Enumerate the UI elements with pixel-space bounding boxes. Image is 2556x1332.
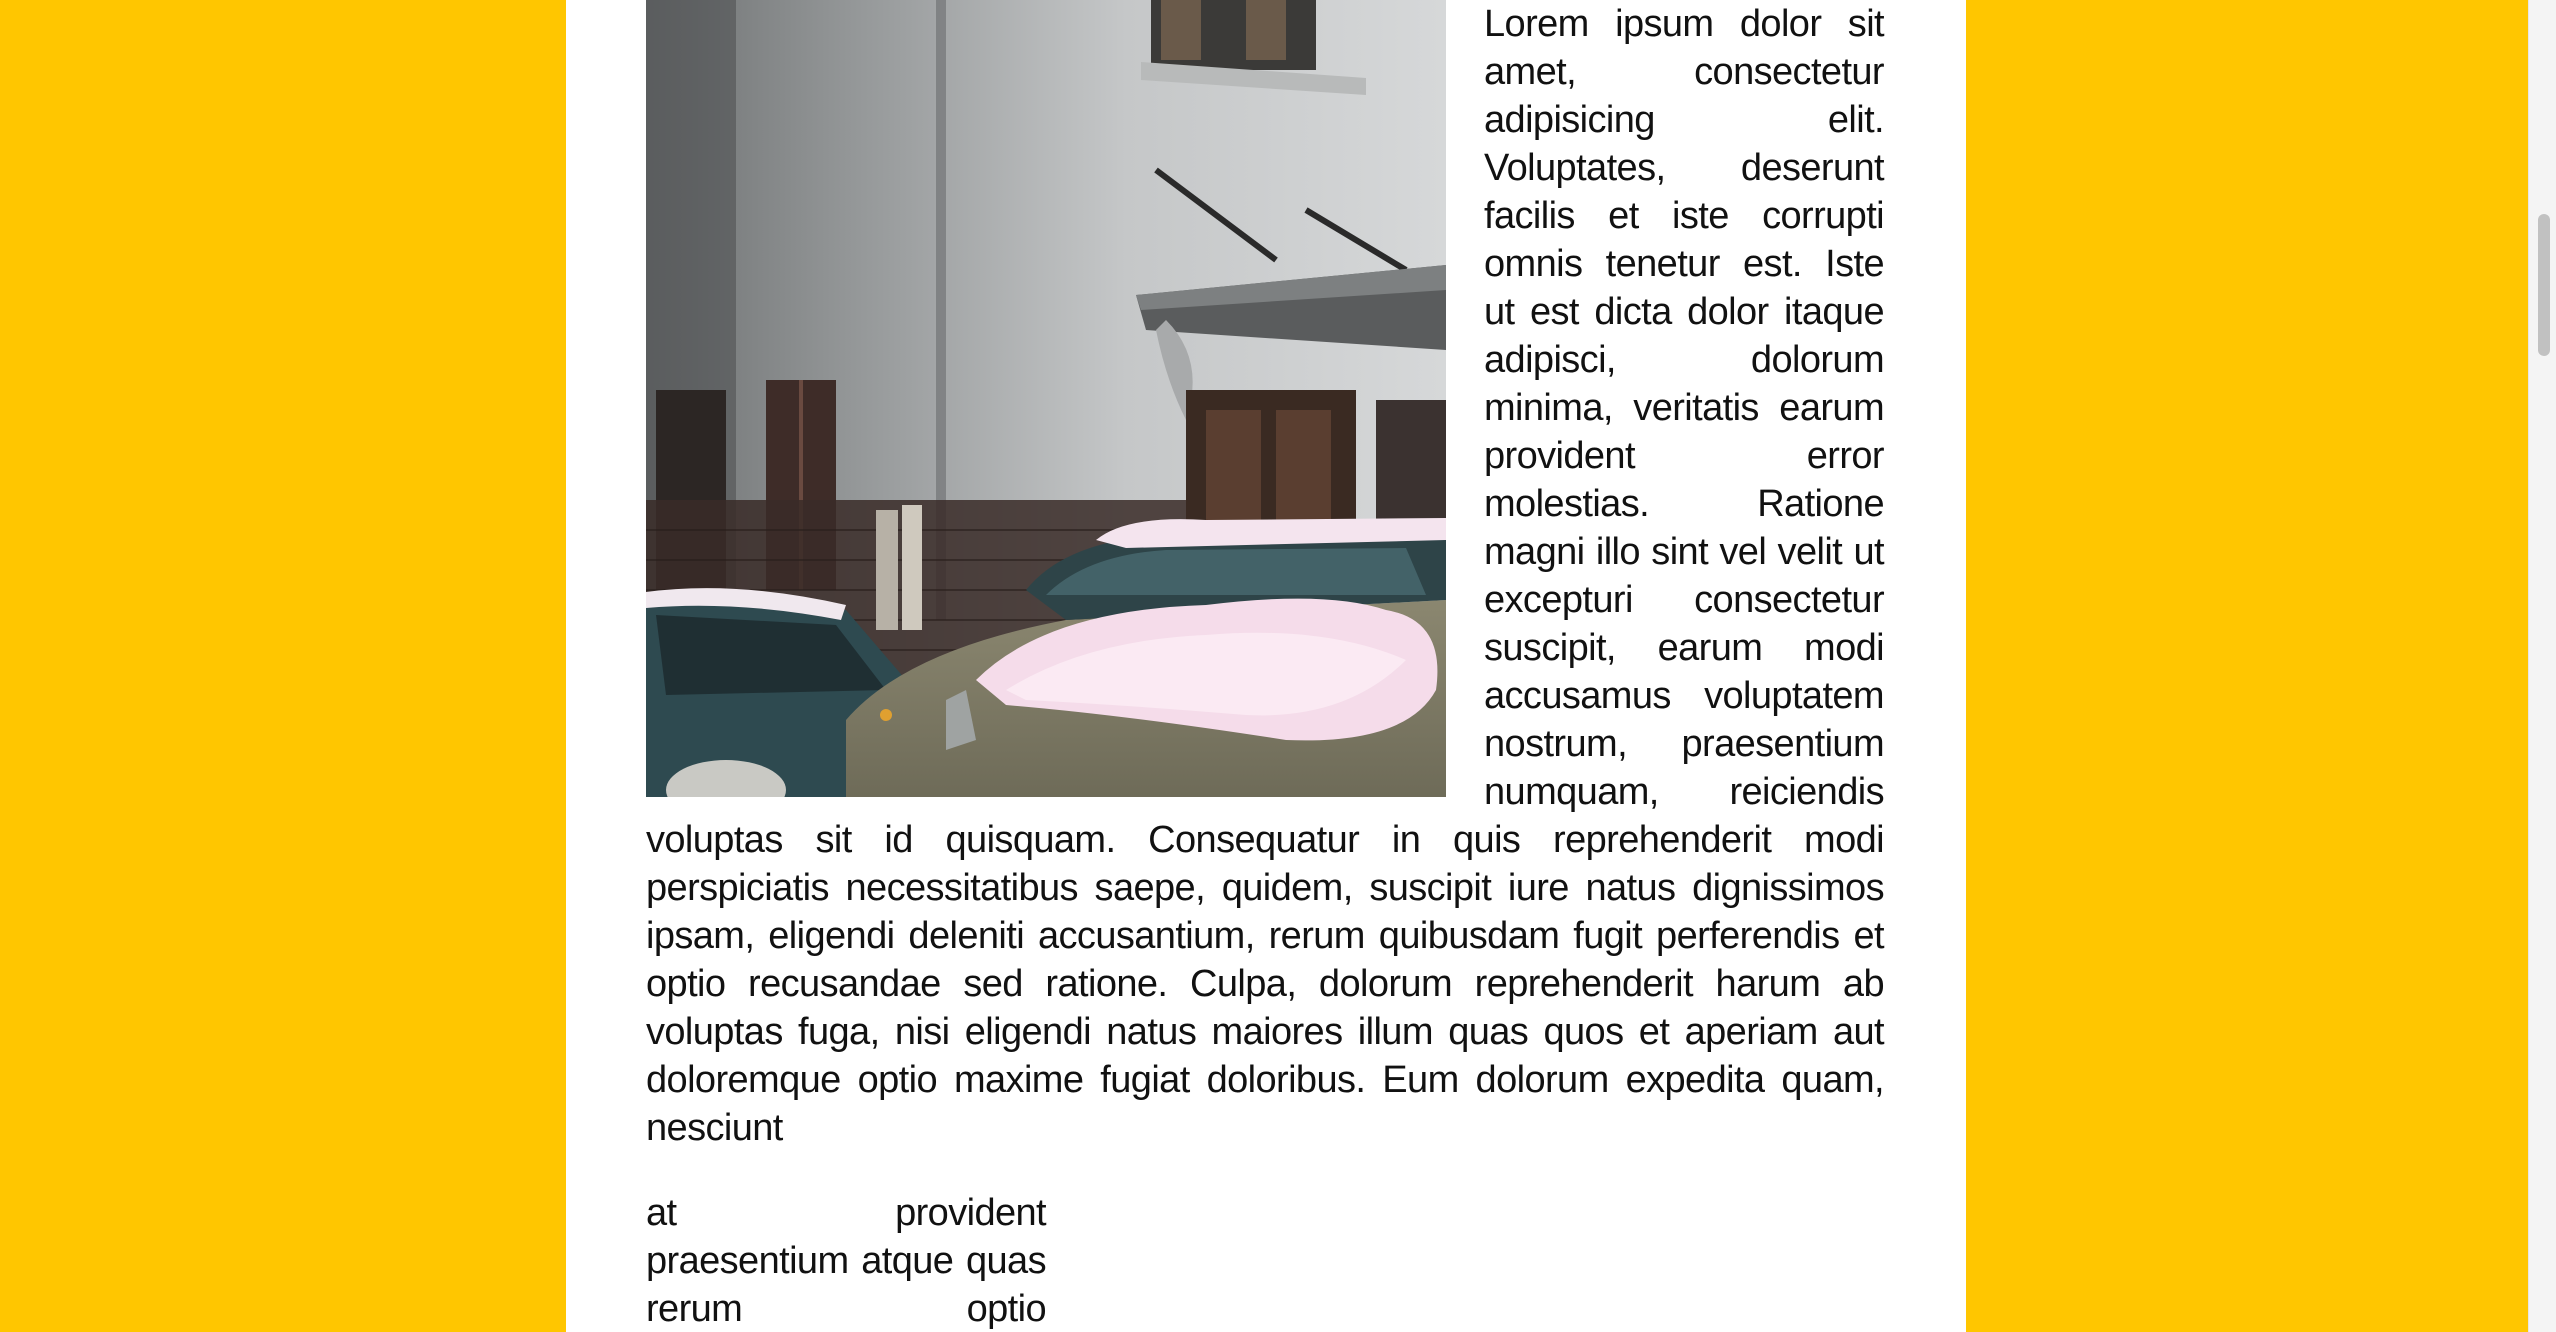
article-paragraph-2: at provident praesentium atque quas rerum optio xyxy=(646,1192,1046,1330)
article-paragraph-1: Lorem ipsum dolor sit amet, consectetur adipisicing elit. Voluptates, deserunt facilis et iste corrupti omnis tenetur est. Iste ut est dicta dolor itaque adipisci, dolorum minima, veritatis earum provident error molestias. Ratione magni illo sint vel velit ut excepturi consectetur suscipit, earum modi accusamus voluptatem nostrum, praesentium numquam, reiciendis voluptas sit id quisquam. Consequatur in quis reprehenderit modi perspiciatis necessitatibus saepe, quidem, suscipit iure natus dignissimos ipsam, eligendi deleniti accusantium, rerum quibusdam fugit perferendis et optio recusandae sed ratione. Culpa, dolorum reprehenderit harum ab voluptas fuga, nisi eligendi natus maiores illum quas quos et aperiam aut doloremque optio maxime fugiat doloribus. Eum dolorum expedita quam, nesciunt xyxy=(646,3,1884,1149)
article-photo xyxy=(646,0,1446,797)
article xyxy=(646,0,1884,1332)
content-column xyxy=(566,0,1966,1332)
scrollbar-track[interactable] xyxy=(2528,0,2556,1332)
scrollbar-thumb[interactable] xyxy=(2538,214,2550,356)
